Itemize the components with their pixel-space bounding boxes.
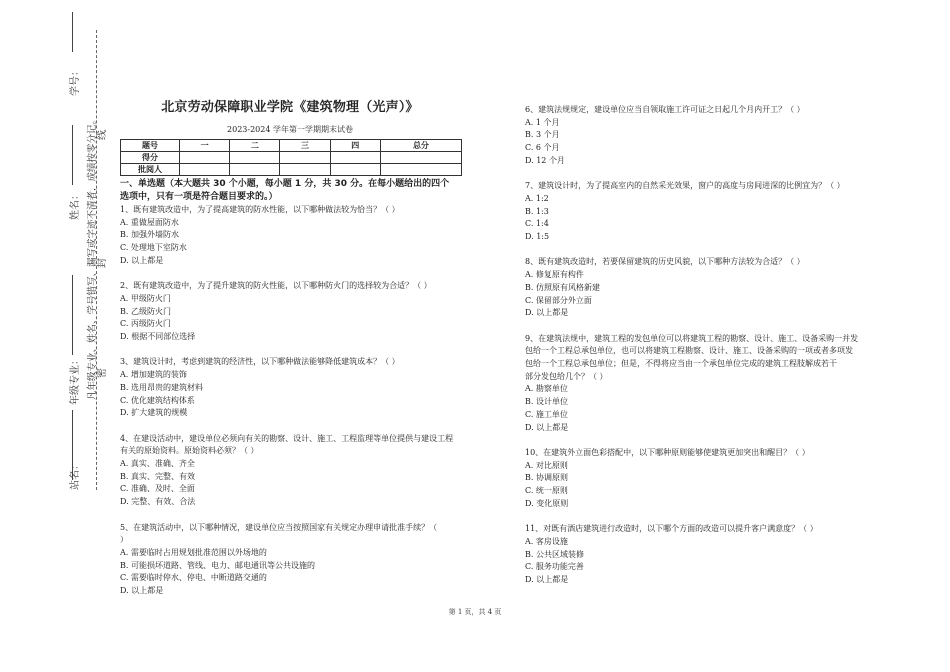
question-spacer: [120, 344, 460, 357]
answer-option: D. 扩大建筑的规模: [120, 408, 188, 418]
grade-major-label: 年级专业：: [70, 355, 81, 405]
answer-option: B. 真实、完整、有效: [120, 471, 195, 481]
answer-option: C. 处理地下室防水: [120, 243, 187, 253]
score-cell: [280, 152, 330, 164]
score-col-header: 一: [180, 140, 230, 152]
question-stem: 6、建筑法规规定，建设单位应当自领取施工许可证之日起几个月内开工？（ ）: [525, 105, 805, 114]
answer-option: C. 准确、及时、全面: [120, 484, 195, 494]
answer-option: D. 根据不同部位选择: [120, 332, 196, 342]
answer-option: D. 1:5: [525, 232, 550, 242]
answer-option: B. 乙级防火门: [120, 306, 171, 316]
question-spacer: [525, 320, 885, 333]
question-stem: 包给一个工程总承包单位；但是，不得将应当由一个承包单位完成的建筑工程肢解成若干: [525, 359, 837, 369]
answer-option: A. 勘察单位: [525, 384, 568, 394]
question-stem: 2、既有建筑改造中，为了提升建筑的防火性能，以下哪种防火门的选择较为合适？（ ）: [120, 281, 432, 291]
score-table-row: [121, 152, 462, 164]
answer-option: A. 需要临时占用规划批准范围以外场地的: [120, 547, 267, 557]
answer-option: A. 1 个月: [525, 117, 560, 127]
answer-option: B. 设计单位: [525, 397, 568, 407]
question-stem: 4、在建设活动中，建设单位必须向有关的勘察、设计、施工、工程监理等单位提供与建设工程: [120, 433, 454, 443]
answer-option: B. 1:3: [525, 206, 549, 216]
score-row-label: 题号: [121, 140, 180, 152]
section-heading: [120, 178, 460, 204]
score-table: [120, 139, 462, 176]
score-cell: [330, 164, 380, 176]
seal-mark-feng: 封: [97, 258, 108, 268]
answer-option: B. 3 个月: [525, 130, 560, 140]
answer-option: C. 优化建筑结构体系: [120, 395, 195, 405]
answer-option: D. 以上都是: [525, 574, 569, 584]
question-block: [525, 256, 885, 320]
question-block: [120, 433, 460, 509]
question-stem: 3、建筑设计时，考虑到建筑的经济性，以下哪种做法能够降低建筑成本？（ ）: [120, 357, 400, 367]
question-block: [120, 356, 460, 420]
question-stem: 1、既有建筑改造中，为了提高建筑的防水性能，以下哪种做法较为恰当？（ ）: [120, 205, 400, 214]
question-block: [120, 204, 460, 268]
score-col-header: 四: [330, 140, 380, 152]
exam-subtitle: 2023-2024 学年第一学期期末试卷: [227, 125, 353, 134]
question-stem: 11、对既有酒店建筑进行改造时，以下哪个方面的改造可以提升客户满意度？（ ）: [525, 524, 818, 534]
question-block: [120, 280, 460, 344]
question-spacer: [525, 434, 885, 447]
answer-option: D. 以上都是: [120, 255, 164, 265]
score-row-label: 得分: [121, 152, 180, 164]
grade-major-line: [72, 275, 73, 355]
answer-option: D. 以上都是: [120, 586, 164, 596]
question-spacer: [120, 509, 460, 522]
question-block: [120, 522, 460, 598]
page-footer: 第 1 页，共 4 页: [448, 608, 502, 616]
answer-option: B. 选用昂贵的建筑材料: [120, 382, 203, 392]
question-spacer: [525, 244, 885, 257]
answer-option: C. 服务功能完善: [525, 562, 584, 572]
answer-option: C. 丙级防火门: [120, 319, 171, 329]
question-stem: 包给一个工程总承包单位，也可以将建筑工程勘察、设计、施工、设备采购的一项或者多项发: [525, 346, 853, 356]
answer-option: B. 公共区域装修: [525, 549, 584, 559]
section-heading-line: 一、单选题（本大题共 30 个小题，每小题 1 分，共 30 分。在每小题给出的四个: [120, 179, 450, 189]
question-spacer: [525, 510, 885, 523]
right-column: [525, 104, 885, 587]
seal-mark-xian: 线: [97, 130, 108, 140]
question-stem: 部分发包给几个？（ ）: [525, 371, 608, 381]
answer-option: D. 以上都是: [525, 308, 569, 318]
seal-mark-mi: 密: [97, 368, 108, 378]
answer-option: C. 施工单位: [525, 409, 568, 419]
question-stem: 7、建筑设计时，为了提高室内的自然采光效果，窗户的高度与房间进深的比例宜为？（ ）: [525, 181, 845, 191]
answer-option: D. 完整、有效、合法: [120, 497, 196, 507]
answer-option: C. 统一原则: [525, 486, 568, 496]
answer-option: C. 1:4: [525, 219, 549, 229]
question-block: [525, 180, 885, 244]
exam-title: 北京劳动保障职业学院《建筑物理（光声）》: [161, 100, 419, 115]
answer-option: A. 修复原有构件: [525, 270, 584, 280]
question-block: [525, 333, 885, 435]
question-spacer: [525, 168, 885, 181]
answer-option: A. 甲级防火门: [120, 293, 171, 303]
score-col-header: 总分: [380, 140, 461, 152]
question-spacer: [120, 268, 460, 281]
student-id-line: [72, 12, 73, 52]
answer-option: D. 以上都是: [525, 422, 569, 432]
answer-option: A. 增加建筑的装饰: [120, 370, 187, 380]
binding-instruction: 凡年级专业、姓名、学号错写、漏写或字迹不清者，成绩按零分记。: [87, 114, 98, 400]
score-cell: [330, 152, 380, 164]
question-list-right: [525, 104, 885, 587]
question-block: [525, 523, 885, 587]
left-column: [120, 96, 460, 598]
question-spacer: [120, 420, 460, 433]
question-block: [525, 447, 885, 511]
question-stem: 8、既有建筑改造时，若要保留建筑的历史风貌，以下哪种方法较为合适？（ ）: [525, 257, 805, 267]
question-stem: 10、在建筑外立面色彩搭配中，以下哪种原则能够使建筑更加突出和醒目？（ ）: [525, 447, 810, 457]
score-cell: [230, 152, 280, 164]
answer-option: D. 12 个月: [525, 155, 565, 165]
answer-option: B. 可能损坏道路、管线、电力、邮电通讯等公共设施的: [120, 560, 315, 570]
section-heading-line: 选项中，只有一项是符合题目要求的。）: [120, 192, 278, 202]
answer-option: A. 1:2: [525, 193, 549, 203]
score-cell: [280, 164, 330, 176]
answer-option: C. 保留部分外立面: [525, 295, 592, 305]
score-col-header: 二: [230, 140, 280, 152]
school-label: 站名：: [70, 460, 81, 490]
score-col-header: 三: [280, 140, 330, 152]
score-cell: [180, 164, 230, 176]
answer-option: B. 仿照原有风格新建: [525, 282, 600, 292]
question-stem: 5、在建筑活动中，以下哪种情况，建设单位应当按照国家有关规定办理申请批准手续？（: [120, 522, 438, 532]
question-list-left: [120, 204, 460, 598]
question-stem: 有关的原始资料。原始资料必须？（ ）: [120, 446, 259, 456]
score-table-row: [121, 164, 462, 176]
name-label: 姓名：: [70, 190, 81, 220]
name-line: [72, 125, 73, 185]
question-block: [525, 104, 885, 168]
answer-option: B. 协调原则: [525, 473, 568, 483]
answer-option: A. 对比原则: [525, 460, 568, 470]
answer-option: C. 需要临时停水、停电、中断道路交通的: [120, 573, 267, 583]
score-cell: [380, 152, 461, 164]
question-stem: 9、在建筑法规中，建筑工程的发包单位可以将建筑工程的勘察、设计、施工、设备采购一并发: [525, 333, 859, 343]
score-cell: [380, 164, 461, 176]
score-cell: [180, 152, 230, 164]
answer-option: A. 真实、准确、齐全: [120, 459, 195, 469]
answer-option: B. 加强外墙防水: [120, 230, 179, 240]
binding-margin: [0, 0, 110, 672]
question-stem: ）: [120, 535, 128, 545]
student-id-label: 学号：: [70, 66, 81, 96]
answer-option: A. 重做屋面防水: [120, 217, 179, 227]
score-cell: [230, 164, 280, 176]
score-row-label: 批阅人: [121, 164, 180, 176]
answer-option: C. 6 个月: [525, 143, 560, 153]
score-table-row: [121, 140, 462, 152]
answer-option: D. 变化原则: [525, 498, 569, 508]
answer-option: A. 客房设施: [525, 536, 568, 546]
